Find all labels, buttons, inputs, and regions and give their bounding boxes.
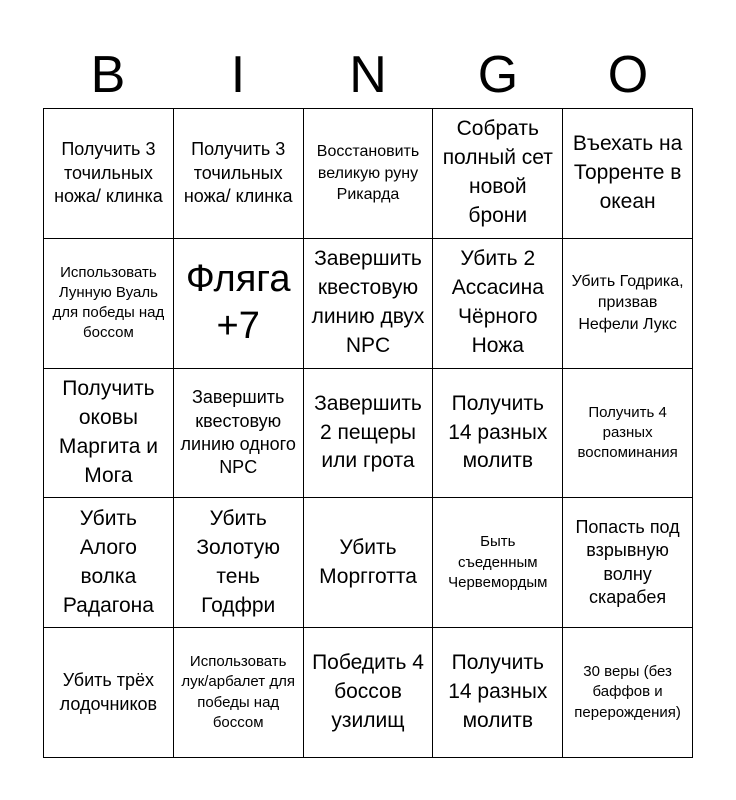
bingo-cell-r1-c3[interactable]: Восстановить великую руну Рикарда xyxy=(304,109,434,239)
header-letter-n: N xyxy=(349,46,387,104)
bingo-cell-r2-c2[interactable]: Фляга +7 xyxy=(174,239,304,369)
header-letter-b: B xyxy=(90,46,126,104)
bingo-cell-r5-c1[interactable]: Убить трёх лодочников xyxy=(44,628,174,758)
bingo-cell-r3-c5[interactable]: Получить 4 разных воспоминания xyxy=(563,369,693,499)
bingo-cell-r4-c4[interactable]: Быть съеденным Червемордым xyxy=(433,498,563,628)
header-letter-i: I xyxy=(230,46,246,104)
bingo-cell-r5-c5[interactable]: 30 веры (без баффов и перерождения) xyxy=(563,628,693,758)
bingo-cell-r2-c3[interactable]: Завершить квестовую линию двух NPC xyxy=(304,239,434,369)
bingo-cell-r1-c5[interactable]: Въехать на Торренте в океан xyxy=(563,109,693,239)
bingo-cell-r4-c3[interactable]: Убить Моргготта xyxy=(304,498,434,628)
bingo-cell-r2-c4[interactable]: Убить 2 Ассасина Чёрного Ножа xyxy=(433,239,563,369)
bingo-cell-r5-c2[interactable]: Использовать лук/арбалет для победы над боссом xyxy=(174,628,304,758)
header-letter-g: G xyxy=(477,46,519,104)
bingo-cell-r1-c2[interactable]: Получить 3 точильных ножа/ клинка xyxy=(174,109,304,239)
bingo-cell-r3-c4[interactable]: Получить 14 разных молитв xyxy=(433,369,563,499)
header-letter-o: O xyxy=(607,46,649,104)
bingo-board xyxy=(43,108,693,758)
bingo-cell-r3-c1[interactable]: Получить оковы Маргита и Мога xyxy=(44,369,174,499)
bingo-cell-r5-c3[interactable]: Победить 4 боссов узилищ xyxy=(304,628,434,758)
bingo-cell-r5-c4[interactable]: Получить 14 разных молитв xyxy=(433,628,563,758)
bingo-cell-r4-c2[interactable]: Убить Золотую тень Годфри xyxy=(174,498,304,628)
bingo-cell-r4-c1[interactable]: Убить Алого волка Радагона xyxy=(44,498,174,628)
bingo-cell-r2-c1[interactable]: Использовать Лунную Вуаль для победы над боссом xyxy=(44,239,174,369)
bingo-cell-r1-c1[interactable]: Получить 3 точильных ножа/ клинка xyxy=(44,109,174,239)
bingo-cell-r2-c5[interactable]: Убить Годрика, призвав Нефели Лукс xyxy=(563,239,693,369)
bingo-cell-r3-c2[interactable]: Завершить квестовую линию одного NPC xyxy=(174,369,304,499)
bingo-cell-r4-c5[interactable]: Попасть под взрывную волну скарабея xyxy=(563,498,693,628)
bingo-cell-r3-c3[interactable]: Завершить 2 пещеры или грота xyxy=(304,369,434,499)
bingo-cell-r1-c4[interactable]: Собрать полный сет новой брони xyxy=(433,109,563,239)
bingo-header xyxy=(43,42,693,108)
